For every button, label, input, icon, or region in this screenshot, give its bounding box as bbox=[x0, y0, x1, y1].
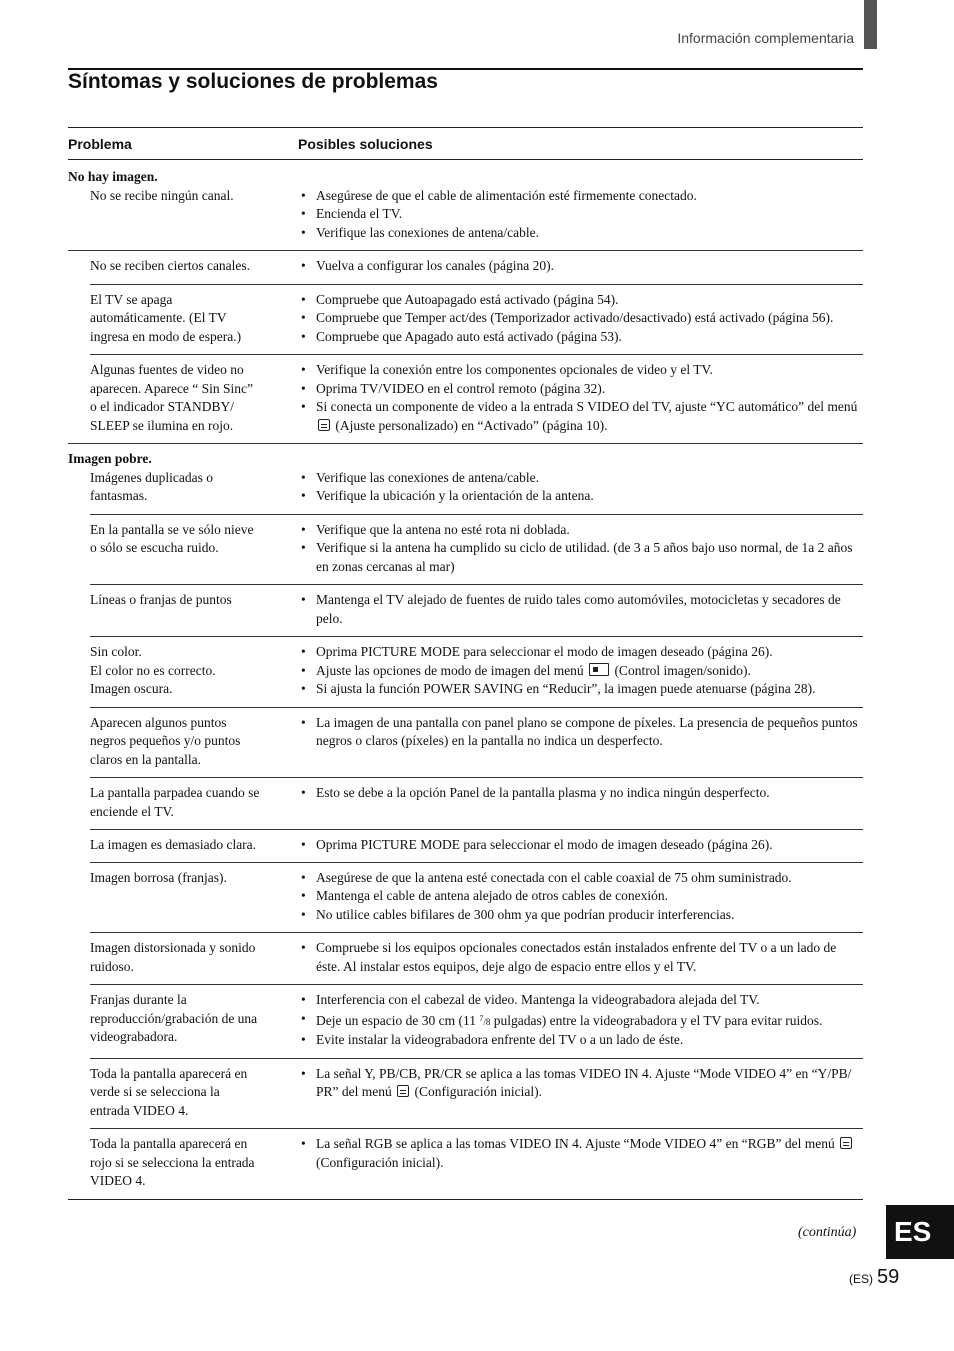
solution-text: Ajuste las opciones de modo de imagen del menú bbox=[316, 662, 584, 678]
solution-item: • La imagen de una pantalla con panel plano se compone de píxeles. La presencia de pequeños puntos negros o claros (píxeles) en la pantalla no indica un desperfecto. bbox=[298, 714, 863, 751]
section-tab-marker bbox=[864, 0, 877, 49]
solution-item: • Evite instalar la videograbadora enfrente del TV o a un lado de éste. bbox=[298, 1031, 863, 1050]
fraction: $^7$/8 bbox=[479, 1013, 491, 1027]
table-row bbox=[90, 585, 863, 637]
problem-cell: No se reciben ciertos canales. bbox=[90, 258, 251, 273]
table-row bbox=[90, 637, 863, 708]
problem-cell: Algunas fuentes de video no aparecen. Aparece “ Sin Sinc” o el indicador STANDBY/ SLEEP se ilumina en rojo. bbox=[90, 362, 254, 433]
problem-cell: Toda la pantalla aparecerá en rojo si se selecciona la entrada VIDEO 4. bbox=[90, 1136, 255, 1188]
table-row bbox=[90, 985, 863, 1059]
solution-item: • Verifique que la antena no esté rota ni doblada. bbox=[298, 521, 863, 540]
table-row bbox=[90, 863, 863, 934]
solution-item: • Asegúrese de que la antena esté conectada con el cable coaxial de 75 ohm suministrado. bbox=[298, 869, 863, 888]
column-header-problem: Problema bbox=[68, 135, 132, 152]
troubleshooting-table bbox=[68, 127, 863, 1200]
table-row bbox=[90, 285, 863, 356]
solutions-cell bbox=[298, 784, 863, 821]
problem-cell: Aparecen algunos puntos negros pequeños y/o puntos claros en la pantalla. bbox=[90, 714, 241, 767]
problem-cell: Imagen distorsionada y sonido ruidoso. bbox=[90, 940, 256, 974]
solutions-cell bbox=[298, 361, 863, 435]
solutions-cell bbox=[298, 291, 863, 347]
solution-item: • Verifique la conexión entre los componentes opcionales de video y el TV. bbox=[298, 361, 863, 380]
table-row bbox=[90, 778, 863, 830]
table-header bbox=[68, 127, 863, 160]
solution-text: pulgadas) entre la videograbadora y el TV para evitar ruidos. bbox=[493, 1012, 823, 1028]
solutions-cell bbox=[298, 1135, 863, 1191]
solutions-cell bbox=[298, 591, 863, 628]
solution-item: • Compruebe si los equipos opcionales conectados están instalados enfrente del TV o a un lado de éste. Al instalar estos equipos, deje algo de espacio entre ellos y el TV. bbox=[298, 939, 863, 976]
solution-item: • Mantenga el cable de antena alejado de otros cables de conexión. bbox=[298, 887, 863, 906]
solution-item: • Encienda el TV. bbox=[298, 205, 863, 224]
group-poor-picture bbox=[68, 444, 863, 1200]
page-number bbox=[849, 1266, 899, 1289]
table-row bbox=[90, 251, 863, 285]
group-no-picture bbox=[68, 160, 863, 444]
solution-text: (Ajuste personalizado) en “Activado” (página 10). bbox=[335, 417, 608, 433]
picture-sound-menu-icon bbox=[589, 663, 609, 676]
solution-text: (Configuración inicial). bbox=[414, 1084, 542, 1099]
solution-item: • Verifique las conexiones de antena/cable. bbox=[298, 224, 863, 243]
group-title: No hay imagen. bbox=[68, 169, 158, 184]
solution-item: • Si ajusta la función POWER SAVING en “Reducir”, la imagen puede atenuarse (página 28). bbox=[298, 680, 863, 699]
solution-text: La señal RGB se aplica a las tomas VIDEO IN 4. Ajuste “Mode VIDEO 4” en “RGB” del menú bbox=[316, 1136, 835, 1151]
page-language: (ES) bbox=[849, 1272, 873, 1286]
table-row bbox=[90, 1059, 863, 1130]
initial-setup-menu-icon bbox=[840, 1137, 852, 1149]
solutions-cell bbox=[298, 521, 863, 577]
solution-item: • Compruebe que Temper act/des (Temporizador activado/desactivado) está activado (página 56). bbox=[298, 309, 863, 328]
table-row bbox=[68, 1129, 863, 1200]
solutions-cell bbox=[298, 991, 863, 1050]
solution-item bbox=[298, 662, 863, 681]
problem-cell: Toda la pantalla aparecerá en verde si se selecciona la entrada VIDEO 4. bbox=[90, 1065, 248, 1118]
table-row bbox=[90, 708, 863, 779]
solution-item: • Oprima PICTURE MODE para seleccionar el modo de imagen deseado (página 26). bbox=[298, 643, 863, 662]
problem-cell: La pantalla parpadea cuando se enciende el TV. bbox=[90, 785, 260, 819]
page-number-value: 59 bbox=[877, 1266, 900, 1288]
solutions-cell bbox=[298, 869, 863, 925]
solution-item: • Asegúrese de que el cable de alimentación esté firmemente conectado. bbox=[298, 187, 863, 206]
problem-cell: Imagen borrosa (franjas). bbox=[90, 869, 227, 885]
language-tab: ES bbox=[886, 1205, 954, 1259]
continues-note: (continúa) bbox=[798, 1225, 857, 1240]
problem-cell: El TV se apaga automáticamente. (El TV ingresa en modo de espera.) bbox=[90, 291, 242, 344]
solutions-cell bbox=[298, 714, 863, 770]
solution-item: • Esto se debe a la opción Panel de la pantalla plasma y no indica ningún desperfecto. bbox=[298, 784, 863, 803]
problem-cell: Franjas durante la reproducción/grabación de una videograbadora. bbox=[90, 992, 258, 1044]
solution-item: • Verifique la ubicación y la orientación de la antena. bbox=[298, 487, 863, 506]
solution-text: Si conecta un componente de video a la entrada S VIDEO del TV, ajuste “YC automático” del menú bbox=[316, 399, 858, 414]
initial-setup-menu-icon bbox=[397, 1085, 409, 1097]
section-header: Información complementaria bbox=[677, 30, 854, 46]
solutions-cell bbox=[298, 187, 863, 243]
custom-settings-menu-icon bbox=[318, 419, 330, 431]
solution-item bbox=[298, 398, 863, 435]
solution-item bbox=[298, 1135, 863, 1172]
problem-cell: No se recibe ningún canal. bbox=[90, 187, 234, 203]
solutions-cell bbox=[298, 836, 863, 855]
column-header-solutions: Posibles soluciones bbox=[298, 135, 433, 152]
problem-cell: En la pantalla se ve sólo nieve o sólo se escucha ruido. bbox=[90, 521, 254, 555]
table-row bbox=[90, 469, 863, 515]
solution-item: • Verifique las conexiones de antena/cable. bbox=[298, 469, 863, 488]
problem-cell: Líneas o franjas de puntos bbox=[90, 592, 232, 607]
solution-item: • Compruebe que Apagado auto está activado (página 53). bbox=[298, 328, 863, 347]
solutions-cell bbox=[298, 257, 863, 276]
problem-cell: Sin color. El color no es correcto. Imagen oscura. bbox=[90, 644, 216, 696]
solution-item: • Oprima PICTURE MODE para seleccionar el modo de imagen deseado (página 26). bbox=[298, 836, 863, 855]
solution-item: • Mantenga el TV alejado de fuentes de ruido tales como automóviles, motocicletas y secadores de pelo. bbox=[298, 591, 863, 628]
page-title: Síntomas y soluciones de problemas bbox=[68, 70, 438, 93]
solution-text: Deje un espacio de 30 cm (11 bbox=[316, 1012, 476, 1028]
table-row bbox=[90, 515, 863, 586]
solution-item bbox=[298, 1065, 863, 1102]
solution-text: La señal Y, PB/CB, PR/CR se aplica a las tomas VIDEO IN 4. Ajuste “Mode VIDEO 4” en “Y/PB/ PR” del menú bbox=[316, 1065, 852, 1099]
solutions-cell bbox=[298, 1065, 863, 1121]
solutions-cell bbox=[298, 643, 863, 699]
table-row bbox=[68, 187, 863, 252]
solution-text: (Configuración inicial). bbox=[316, 1154, 444, 1170]
fraction-numerator: 7 bbox=[479, 1013, 484, 1023]
solutions-cell bbox=[298, 939, 863, 976]
solution-item bbox=[298, 1010, 863, 1032]
solution-text: (Control imagen/sonido). bbox=[614, 662, 751, 678]
solution-item: • Compruebe que Autoapagado está activado (página 54). bbox=[298, 291, 863, 310]
solution-item: • Vuelva a configurar los canales (página 20). bbox=[298, 257, 863, 276]
solution-item: • Interferencia con el cabezal de video. Mantenga la videograbadora alejada del TV. bbox=[298, 991, 863, 1010]
problem-cell: Imágenes duplicadas o fantasmas. bbox=[90, 469, 213, 503]
table-row bbox=[68, 355, 863, 444]
solutions-cell bbox=[298, 469, 863, 506]
table-row bbox=[90, 830, 863, 863]
fraction-denominator: 8 bbox=[485, 1016, 491, 1027]
problem-cell: La imagen es demasiado clara. bbox=[90, 837, 257, 852]
solution-item: • Verifique si la antena ha cumplido su ciclo de utilidad. (de 3 a 5 años bajo uso normal, de 1a 2 años en zonas cercanas al mar) bbox=[298, 539, 863, 576]
solution-item: • No utilice cables bifilares de 300 ohm ya que podrían producir interferencias. bbox=[298, 906, 863, 925]
table-row bbox=[90, 933, 863, 985]
group-title: Imagen pobre. bbox=[68, 451, 152, 466]
solution-item: • Oprima TV/VIDEO en el control remoto (página 32). bbox=[298, 380, 863, 399]
